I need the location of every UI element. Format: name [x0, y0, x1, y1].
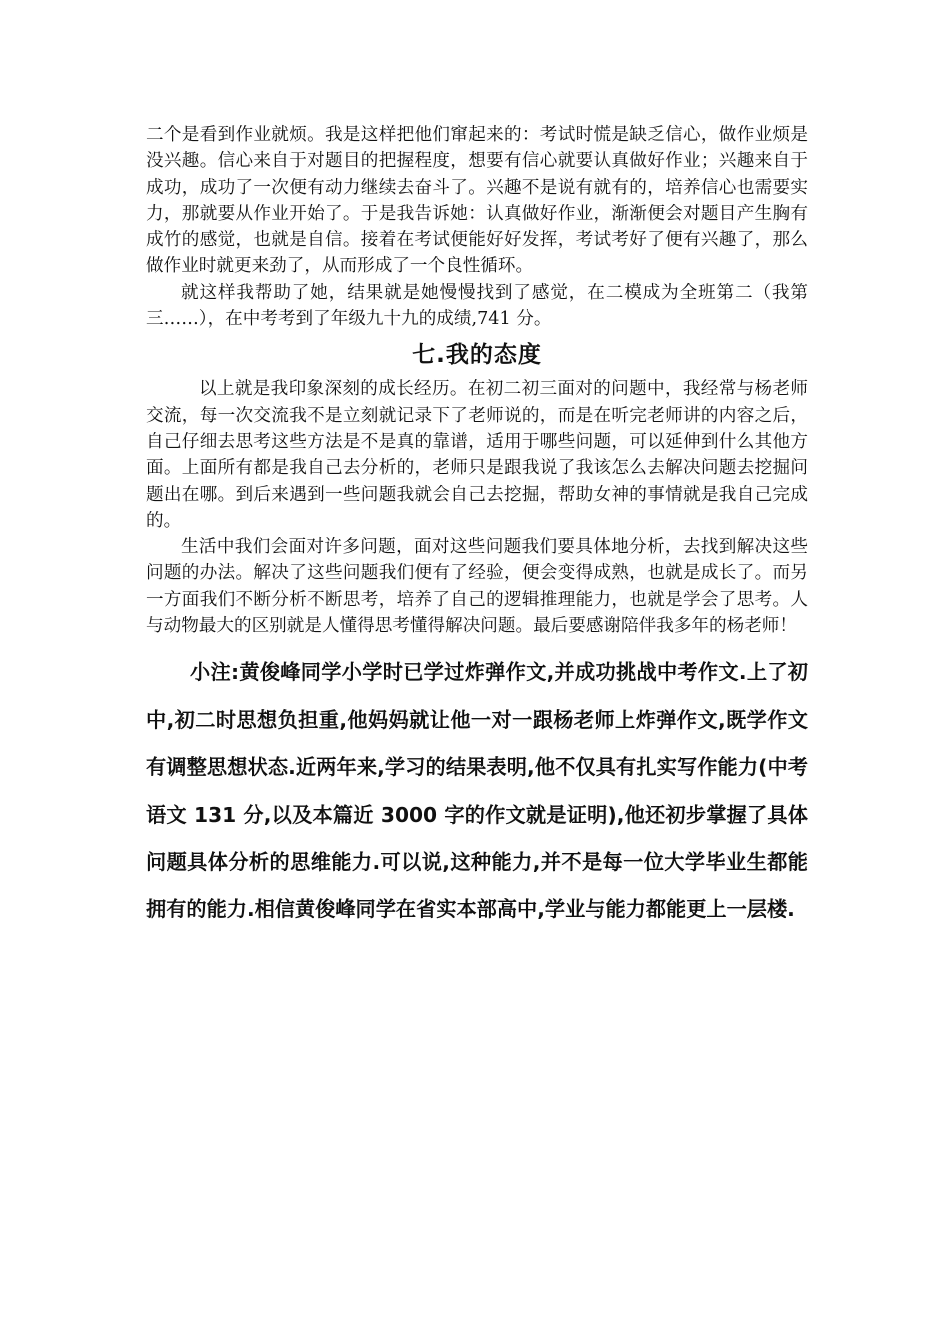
paragraph-life-problems: 生活中我们会面对许多问题，面对这些问题我们要具体地分析，去找到解决这些问题的办法。解决了这些问题我们便有了经验，便会变得成熟，也就是成长了。而另一方面我们不断分析不断思考，培养了自己的逻辑推理能力，也就是学会了思考。人与动物最大的区别就是人懂得思考懂得解决问题。最后要感谢陪伴我多年的杨老师！ [146, 537, 808, 637]
paragraph-helping-result: 就这样我帮助了她，结果就是她慢慢找到了感觉，在二模成为全班第二（我第三……），在中考考到了年级九十九的成绩,741 分。 [146, 282, 808, 330]
teacher-note: 小注:黄俊峰同学小学时已学过炸弹作文,并成功挑战中考作文.上了初中,初二时思想负担重,他妈妈就让他一对一跟杨老师上炸弹作文,既学作文有调整思想状态.近两年来,学习的结果表明,他不仅具有扎实写作能力(中考语文 131 分,以及本篇近 3000 字的作文就是证明),他还初步掌握了具体问题具体分析的思维能力.可以说,这种能力,并不是每一位大学毕业生都能拥有的能力.相信黄俊峰同学在省实本部高中,学业与能力都能更上一层楼. [146, 660, 808, 922]
section-heading-my-attitude: 七.我的态度 [412, 342, 542, 369]
paragraph-confidence-interest: 二个是看到作业就烦。我是这样把他们窜起来的：考试时慌是缺乏信心，做作业烦是没兴趣。信心来自于对题目的把握程度，想要有信心就要认真做好作业；兴趣来自于成功，成功了一次便有动力继续去奋斗了。兴趣不是说有就有的，培养信心也需要实力，那就要从作业开始了。于是我告诉她：认真做好作业，渐渐便会对题目产生胸有成竹的感觉，也就是自信。接着在考试便能好好发挥，考试考好了便有兴趣了，那么做作业时就更来劲了，从而形成了一个良性循环。 [146, 125, 808, 277]
document-page [146, 122, 808, 934]
paragraph-growth-reflection: 以上就是我印象深刻的成长经历。在初二初三面对的问题中，我经常与杨老师交流，每一次交流我不是立刻就记录下了老师说的，而是在听完老师讲的内容之后，自己仔细去思考这些方法是不是真的靠谱，适用于哪些问题，可以延伸到什么其他方面。上面所有都是我自己去分析的，老师只是跟我说了我该怎么去解决问题去挖掘问题出在哪。到后来遇到一些问题我就会自己去挖掘，帮助女神的事情就是我自己完成的。 [146, 379, 808, 531]
